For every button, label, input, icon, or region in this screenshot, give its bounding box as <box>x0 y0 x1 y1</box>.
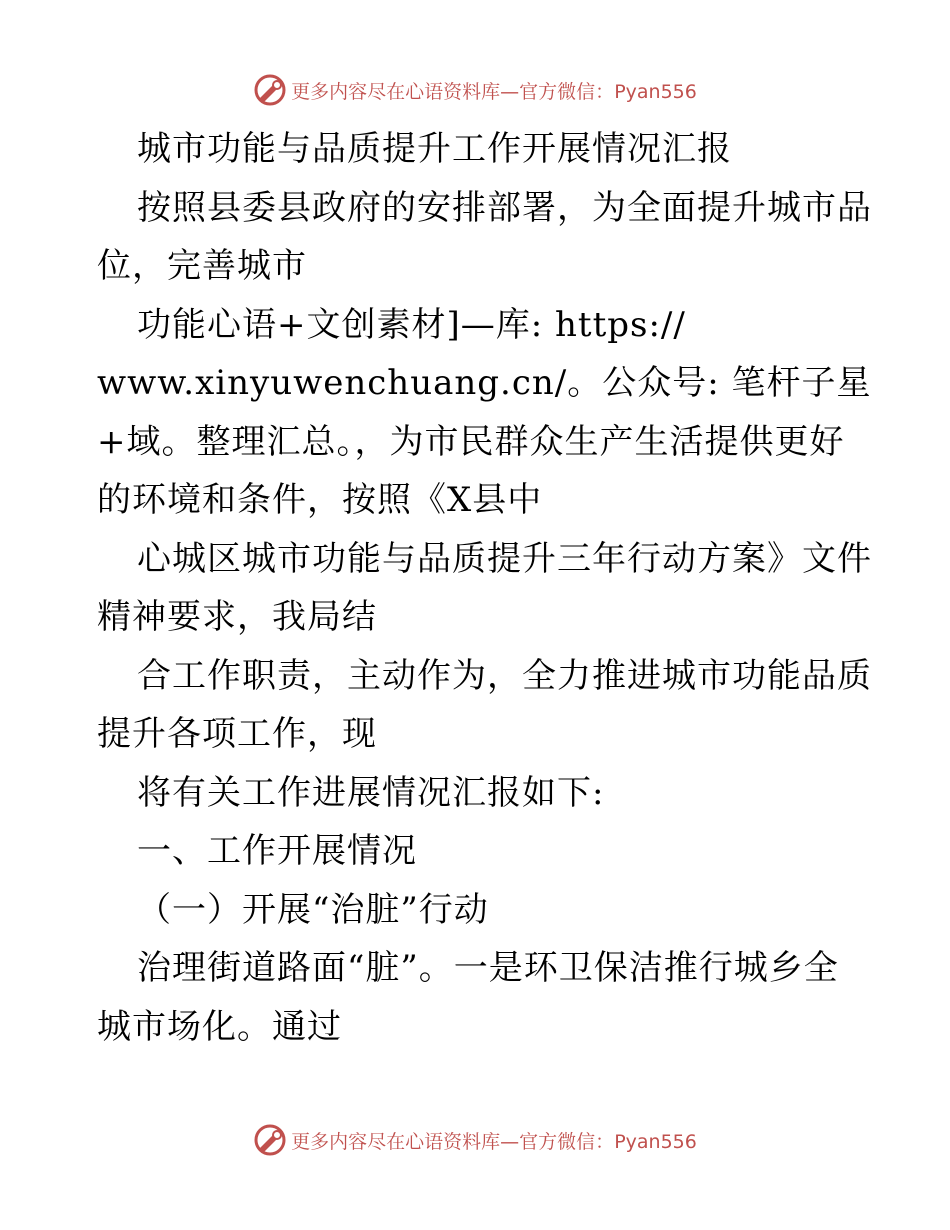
document-title: 城市功能与品质提升工作开展情况汇报 <box>137 129 732 169</box>
paragraph-line: www.xinyuwenchuang.cn/。公众号: 笔杆子星 <box>97 363 872 403</box>
subsection-heading: （一）开展“治脏”行动 <box>137 889 489 930</box>
section-heading: 一、工作开展情况 <box>137 831 417 871</box>
footer-banner <box>0 1120 950 1160</box>
banner-text: 更多内容尽在心语资料库—官方微信：Pyan556 <box>291 1130 697 1153</box>
paragraph-line: 城市场化。通过 <box>97 1006 342 1047</box>
header-banner <box>0 70 950 110</box>
paragraph-line: 精神要求，我局结 <box>97 597 377 637</box>
paragraph-line: 合工作职责，主动作为，全力推进城市功能品质 <box>137 655 872 696</box>
paragraph-line: 治理街道路面“脏”。一是环卫保洁推行城乡全 <box>137 948 839 988</box>
pen-circle-logo-icon <box>253 73 287 107</box>
paragraph-line: 心城区城市功能与品质提升三年行动方案》文件 <box>137 538 872 579</box>
paragraph-line: 位，完善城市 <box>97 246 307 286</box>
paragraph-line: 功能心语+文创素材]—库: https:// <box>137 304 686 345</box>
banner-text: 更多内容尽在心语资料库—官方微信：Pyan556 <box>291 80 697 103</box>
paragraph-line: 将有关工作进展情况汇报如下: <box>137 772 605 813</box>
paragraph-line: 提升各项工作，现 <box>97 714 377 754</box>
paragraph-line: 的环境和条件，按照《X县中 <box>97 480 543 520</box>
pen-circle-logo-icon <box>253 1123 287 1157</box>
paragraph-line: +域。整理汇总。，为市民群众生产生活提供更好 <box>97 421 845 462</box>
paragraph-line: 按照县委县政府的安排部署，为全面提升城市品 <box>137 187 872 228</box>
document-body <box>97 120 872 1056</box>
